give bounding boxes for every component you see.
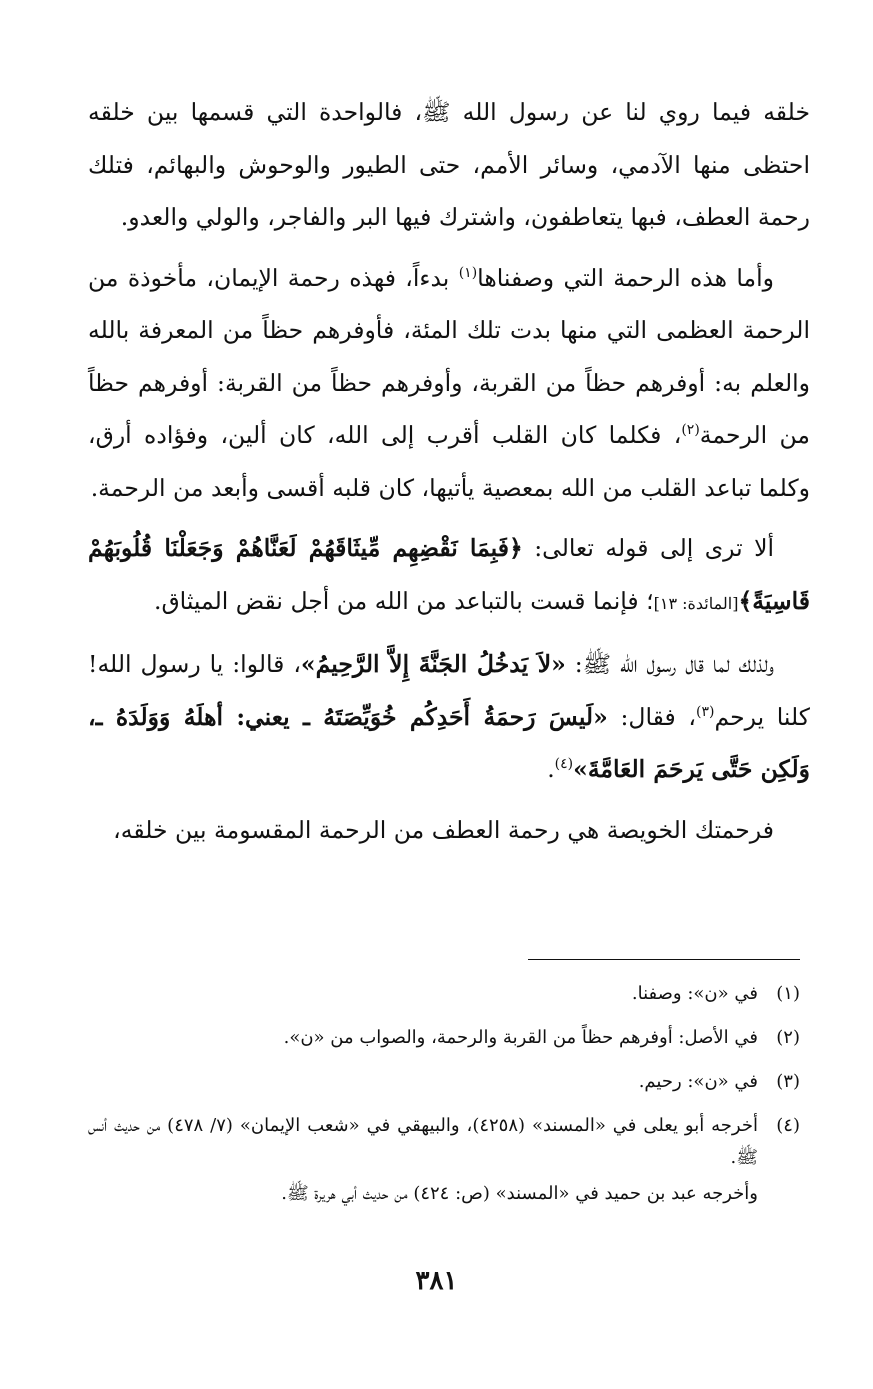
footnote-divider [528,959,800,960]
footnotes-section [88,978,800,1210]
footnote-2 [88,1022,800,1054]
hadith-quote-1: «لاَ يَدخُلُ الجَنَّةَ إِلاَّ الرَّحِيمُ» [300,650,566,678]
paragraph-2-part-a: وأما هذه الرحمة التي وصفناها [477,263,774,292]
main-text [88,86,810,864]
page-number: ٣٨١ [415,1266,458,1296]
paragraph-4-part-c: ، فقال: [607,702,696,731]
paragraph-1: خلقه فيما روي لنا عن رسول الله ﷺ، فالواحدة التي قسمها بين خلقه احتظى منها الآدمي، وسائر الأمم، حتى الطيور والوحوش والبهائم، فتلك رحمة العطف، فبها يتعاطفون، واشترك فيها البر والفاجر، والولي والعدو. [88,98,810,231]
paragraph-2-part-c: ، فكلما كان القلب أقرب إلى الله، كان ألين، وفؤاده أرق، وكلما تباعد القلب من الله بمعصية يأتيها، كان قلبه أقسى وأبعد من الرحمة. [88,421,810,502]
quran-verse: ﴿فَبِمَا نَقْضِهِم مِّيثَاقَهُمْ لَعَنَّاهُمْ وَجَعَلْنَا قُلُوبَهُمْ قَاسِيَةً﴾ [88,534,810,615]
footnote-text: في «ن»: وصفنا. [631,983,758,1004]
footnote-number: (٤) [776,1115,800,1136]
footnote-marker-1[interactable]: (١) [458,264,478,281]
footnote-number: (٣) [776,1071,800,1092]
footnote-4 [88,1110,800,1174]
paragraph-3-part-b: ؛ فإنما قست بالتباعد من الله من أجل نقض الميثاق. [153,586,654,615]
verse-reference: [المائدة: ١٣] [653,593,739,613]
footnote-number: (٢) [776,1027,800,1048]
paragraph-2 [88,252,810,515]
footnote-1 [88,978,800,1010]
footnote-marker-2[interactable]: (٢) [681,422,700,439]
footnote-marker-4[interactable]: (٤) [554,756,574,773]
paragraph-2-part-b: بدءاً، فهذه رحمة الإيمان، مأخوذة من الرحمة العظمى التي منها بدت تلك المئة، فأوفرهم حظاً من المعرفة بالله والعلم به: أوفرهم حظاً من القربة، وأوفرهم حظاً من القربة: أوفرهم حظاً من الرحمة [88,263,810,449]
footnote-text: في «ن»: رحيم. [638,1071,758,1092]
hadith-quote-2: «لَيسَ رَحمَةُ أَحَدِكُم خُوَيِّصَتَهُ ـ يعني: أهلَهُ وَوَلَدَهُ ـ، وَلَكِن حَتَّى يَرحَمَ العَامَّةَ» [88,702,810,783]
paragraph-4-part-a: ولذلك لما قال رسول الله ﷺ: [565,650,774,678]
footnote-3 [88,1066,800,1098]
paragraph-4-part-d: . [547,755,555,783]
paragraph-3-part-a: ألا ترى إلى قوله تعالى: [522,534,774,562]
paragraph-5: فرحمتك الخويصة هي رحمة العطف من الرحمة المقسومة بين خلقه، [113,815,774,844]
footnote-text: في الأصل: أوفرهم حظاً من القربة والرحمة، والصواب من «ن». [283,1027,758,1048]
paragraph-4 [88,638,810,796]
paragraph-3 [88,522,810,630]
footnote-4-continuation: وأخرجه عبد بن حميد في «المسند» (ص: ٤٢٤) من حديث أبي هريرة ﷺ. [281,1183,758,1204]
footnote-marker-3[interactable]: (٣) [695,703,715,720]
footnote-text: أخرجه أبو يعلى في «المسند» (٤٢٥٨)، والبيهقي في «شعب الإيمان» (٧/ ٤٧٨) من حديث أنس ﷺ. [88,1115,758,1168]
paragraph-4-part-b: ، قالوا: يا رسول الله! كلنا يرحم [88,650,810,731]
footnote-number: (١) [776,983,800,1004]
